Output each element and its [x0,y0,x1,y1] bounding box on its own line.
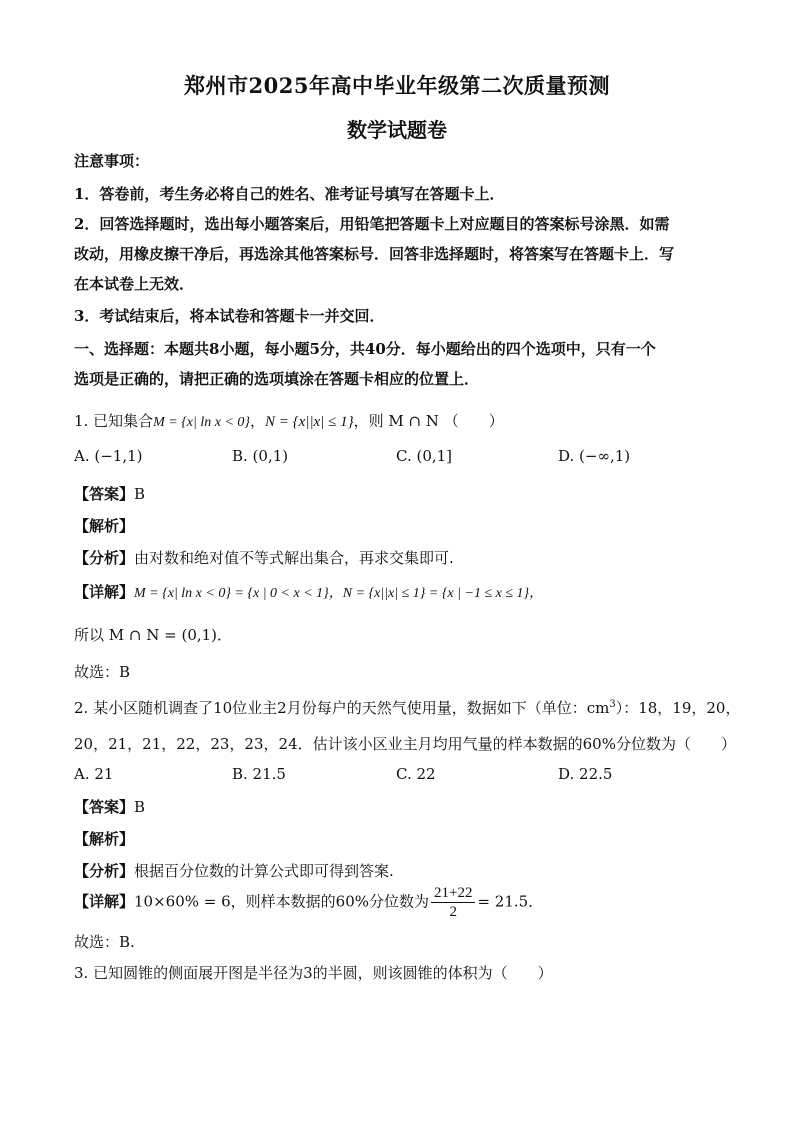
q1-set-m: M = {x| ln x < 0} [153,415,251,430]
notice-item-3: 3．考试结束后，将本试卷和答题卡一并交回． [74,307,385,325]
q2-choose: 故选：B. [74,933,135,951]
q1-answer [74,483,145,504]
q2-fenxi-label: 【分析】 [74,862,135,880]
q2-detail [74,884,543,921]
q3-stem: 3. 已知圆锥的侧面展开图是半径为3的半圆，则该圆锥的体积为（ ） [74,964,553,982]
q2-stem-line-1 [74,697,740,718]
q1-suffix: ，则 M ∩ N （ ） [353,412,504,430]
exam-subtitle: 数学试题卷 [347,118,447,142]
q2-stem-sup: 3 [609,699,616,710]
q2-fenxi [74,860,394,881]
notice-item-1: 1．答卷前，考生务必将自己的姓名、准考证号填写在答题卡上． [74,185,505,203]
notice-item-2-line-1: 2．回答选择题时，选出每小题答案后，用铅笔把答题卡上对应题目的答案标号涂黑．如需 [74,215,670,233]
q2-stem-b: ）：18，19，20， [615,699,741,717]
q1-detail-text: M = {x| ln x < 0} = {x | 0 < x < 1}，N = {x||x| ≤ 1} = {x | −1 ≤ x ≤ 1}， [134,586,544,601]
q2-fraction-denominator: 2 [449,904,457,920]
q1-fenxi [74,547,454,568]
q1-set-n: N = {x||x| ≤ 1} [265,414,354,430]
q1-sep: ， [250,412,266,430]
q1-answer-label: 【答案】 [74,485,135,503]
q1-fenxi-text: 由对数和绝对值不等式解出集合，再求交集即可. [134,549,454,567]
q2-analysis-label: 【解析】 [74,830,135,848]
q1-option-a: A. (−1,1) [74,447,143,465]
q2-option-c: C. 22 [396,765,436,783]
q2-answer [74,796,145,817]
q2-detail-text: 10×60% = 6，则样本数据的60%分位数为 [134,892,429,911]
q2-option-b: B. 21.5 [232,765,286,783]
q1-option-c: C. (0,1] [396,447,453,465]
q1-fenxi-label: 【分析】 [74,549,135,567]
section-1-line-1: 一、选择题：本题共8小题，每小题5分，共40分．每小题给出的四个选项中，只有一个 [74,340,656,358]
q1-conclusion: 所以 M ∩ N = (0,1)． [74,626,233,644]
section-1-line-2: 选项是正确的，请把正确的选项填涂在答题卡相应的位置上． [74,370,480,388]
q2-stem-line-2: 20，21，21，22，23，23，24．估计该小区业主月均用气量的样本数据的60%分位数为（ ） [74,735,736,753]
exam-title: 郑州市2025年高中毕业年级第二次质量预测 [184,73,610,98]
q1-detail [74,581,543,602]
notice-item-2-line-2: 改动，用橡皮擦干净后，再选涂其他答案标号．回答非选择题时，将答案写在答题卡上．写 [74,245,675,263]
q1-detail-label: 【详解】 [74,583,135,601]
q2-option-a: A. 21 [74,765,114,783]
q2-stem-a: 2. 某小区随机调查了10位业主2月份每户的天然气使用量，数据如下（单位：cm [74,699,610,717]
q2-fenxi-text: 根据百分位数的计算公式即可得到答案. [134,862,394,880]
q1-prefix: 1. 已知集合 [74,412,154,430]
q2-fraction-numerator: 21+22 [431,884,475,903]
q2-fraction [431,884,475,921]
notice-item-2-line-3: 在本试卷上无效． [74,275,195,293]
q2-detail-result: = 21.5． [477,892,544,911]
notice-heading: 注意事项： [74,152,150,170]
q2-option-d: D. 22.5 [558,765,613,783]
q2-answer-label: 【答案】 [74,798,135,816]
q1-option-b: B. (0,1) [232,447,289,465]
q1-stem [74,410,504,431]
q1-option-d: D. (−∞,1) [558,447,631,465]
q1-answer-value: B [134,485,146,503]
q1-choose: 故选：B [74,663,131,681]
q1-analysis-label: 【解析】 [74,517,135,535]
q2-answer-value: B [134,798,146,816]
q2-detail-label: 【详解】 [74,892,135,911]
